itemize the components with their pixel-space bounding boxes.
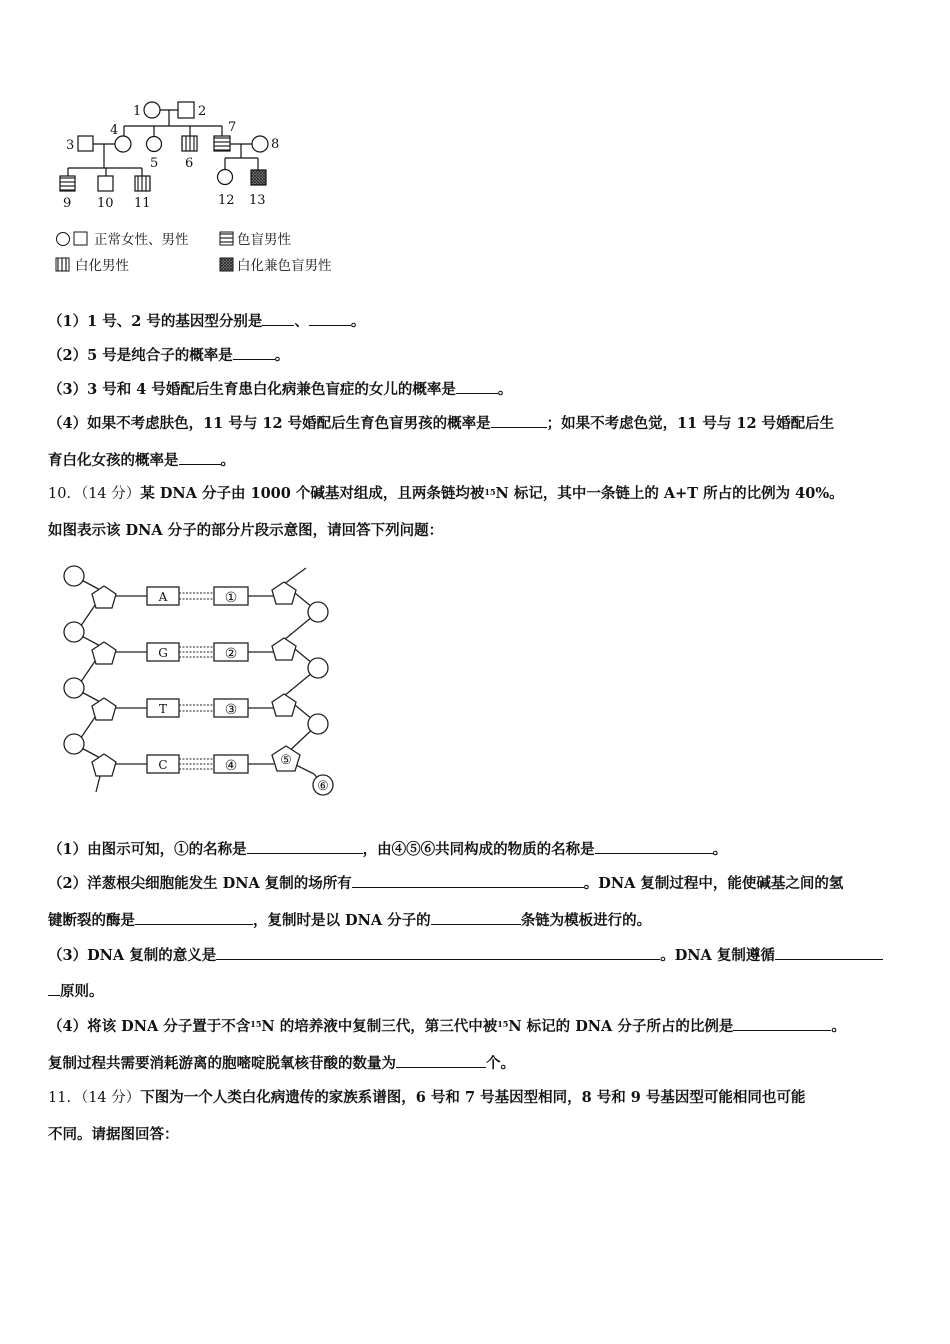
- pedigree-node-4: [115, 136, 131, 152]
- legend-male-icon: [74, 232, 87, 245]
- base-C: C: [158, 758, 168, 772]
- answer-blank[interactable]: [247, 839, 363, 854]
- answer-blank[interactable]: [396, 1053, 486, 1068]
- pedigree-label-11: 11: [134, 196, 151, 211]
- pedigree-node-9: [60, 176, 75, 191]
- q9-part4: （4）如果不考虑肤色，11 号与 12 号婚配后生育色盲男孩的概率是 ；如果不考虑色觉，11 号与 12 号婚配后生: [48, 415, 835, 432]
- answer-blank[interactable]: [775, 945, 883, 960]
- label-3: ③: [224, 702, 238, 718]
- pedigree-label-6: 6: [185, 156, 194, 171]
- answer-blank[interactable]: [595, 839, 713, 854]
- legend-both-label: 白化兼色盲男性: [237, 258, 332, 274]
- pedigree-label-8: 8: [271, 137, 280, 152]
- pedigree-node-2: [178, 102, 194, 118]
- answer-blank[interactable]: [135, 910, 253, 925]
- q11-stem-cont: 不同。请据图回答：: [48, 1126, 179, 1143]
- label-1: ①: [224, 590, 238, 606]
- answer-blank[interactable]: [431, 910, 521, 925]
- pedigree-node-5: [147, 137, 162, 152]
- pedigree-node-13: [251, 170, 266, 185]
- q10-part3: （3）DNA 复制的意义是 。DNA 复制遵循: [48, 945, 883, 966]
- legend-albino-label: 白化男性: [75, 258, 129, 274]
- q9-part1: （1）1 号、2 号的基因型分别是 、 。: [48, 313, 366, 330]
- pedigree-label-5: 5: [150, 156, 159, 171]
- dna-diagram: [56, 556, 356, 816]
- answer-blank[interactable]: [352, 873, 584, 888]
- q10-part3-cont: 原则。: [48, 981, 104, 1002]
- pedigree-label-3: 3: [66, 138, 75, 153]
- q9-part2: （2）5 号是纯合子的概率是 。: [48, 347, 290, 364]
- answer-blank[interactable]: [179, 450, 221, 465]
- answer-blank[interactable]: [233, 345, 275, 360]
- pedigree-node-1: [144, 102, 160, 118]
- q10-part2-cont: 键断裂的酶是 ，复制时是以 DNA 分子的 条链为模板进行的。: [48, 912, 652, 929]
- base-G: G: [158, 646, 168, 660]
- pedigree-label-2: 2: [198, 104, 207, 119]
- question-number: 10．（14 分）: [48, 486, 141, 502]
- legend-albino-icon: [56, 258, 69, 271]
- pedigree-label-1: 1: [133, 104, 142, 119]
- answer-blank[interactable]: [216, 945, 660, 960]
- answer-blank[interactable]: [456, 379, 498, 394]
- pedigree-label-4: 4: [110, 123, 119, 138]
- pedigree-node-8: [252, 136, 268, 152]
- pedigree-node-6: [182, 136, 197, 151]
- answer-blank[interactable]: [48, 981, 60, 996]
- pedigree-label-13: 13: [249, 193, 266, 208]
- base-T: T: [158, 702, 168, 716]
- legend-normal-label: 正常女性、男性: [94, 232, 189, 248]
- answer-blank[interactable]: [309, 311, 351, 326]
- pedigree-label-10: 10: [97, 196, 114, 211]
- pedigree-node-7: [214, 136, 230, 151]
- q10-part1: （1）由图示可知，①的名称是 ，由④⑤⑥共同构成的物质的名称是 。: [48, 841, 728, 858]
- legend-both-icon: [220, 258, 233, 271]
- label-6: ⑥: [317, 779, 329, 794]
- answer-blank[interactable]: [262, 311, 294, 326]
- pedigree-node-11: [135, 176, 150, 191]
- q10-part4-cont: 复制过程共需要消耗游离的胞嘧啶脱氧核苷酸的数量为 个。: [48, 1055, 515, 1072]
- q10-stem-cont: 如图表示该 DNA 分子的部分片段示意图，请回答下列问题：: [48, 522, 444, 539]
- legend-colorblind-icon: [220, 232, 233, 245]
- pedigree-node-10: [98, 176, 113, 191]
- label-5: ⑤: [280, 753, 292, 768]
- q11-stem: 11．（14 分）下图为一个人类白化病遗传的家族系谱图，6 号和 7 号基因型相同，8 号和 9 号基因型可能相同也可能: [48, 1089, 806, 1106]
- pedigree-label-9: 9: [63, 196, 72, 211]
- pedigree-label-12: 12: [218, 193, 235, 208]
- label-4: ④: [224, 758, 238, 774]
- pedigree-node-12: [218, 170, 233, 185]
- label-2: ②: [224, 646, 238, 662]
- legend-colorblind-label: 色盲男性: [237, 232, 291, 248]
- base-A: A: [158, 590, 168, 604]
- q10-part2: （2）洋葱根尖细胞能发生 DNA 复制的场所有 。DNA 复制过程中，能使碱基之间的氢: [48, 875, 844, 892]
- answer-blank[interactable]: [733, 1016, 831, 1031]
- question-number: 11．（14 分）: [48, 1090, 141, 1106]
- q10-part4: （4）将该 DNA 分子置于不含$^{15}$N 的培养液中复制三代，第三代中被$^{15}$N 标记的 DNA 分子所占的比例是 。: [48, 1018, 846, 1035]
- q9-part4-cont: 育白化女孩的概率是 。: [48, 452, 235, 469]
- q9-part3: （3）3 号和 4 号婚配后生育患白化病兼色盲症的女儿的概率是 。: [48, 381, 513, 398]
- pedigree-chart: [48, 92, 368, 282]
- pedigree-node-3: [78, 136, 93, 151]
- answer-blank[interactable]: [491, 413, 547, 428]
- legend-female-icon: [57, 233, 70, 246]
- q10-stem: 10．（14 分）某 DNA 分子由 1000 个碱基对组成，且两条链均被$^{15}$N 标记，其中一条链上的 A+T 所占的比例为 40%。: [48, 485, 844, 502]
- pedigree-label-7: 7: [228, 120, 237, 135]
